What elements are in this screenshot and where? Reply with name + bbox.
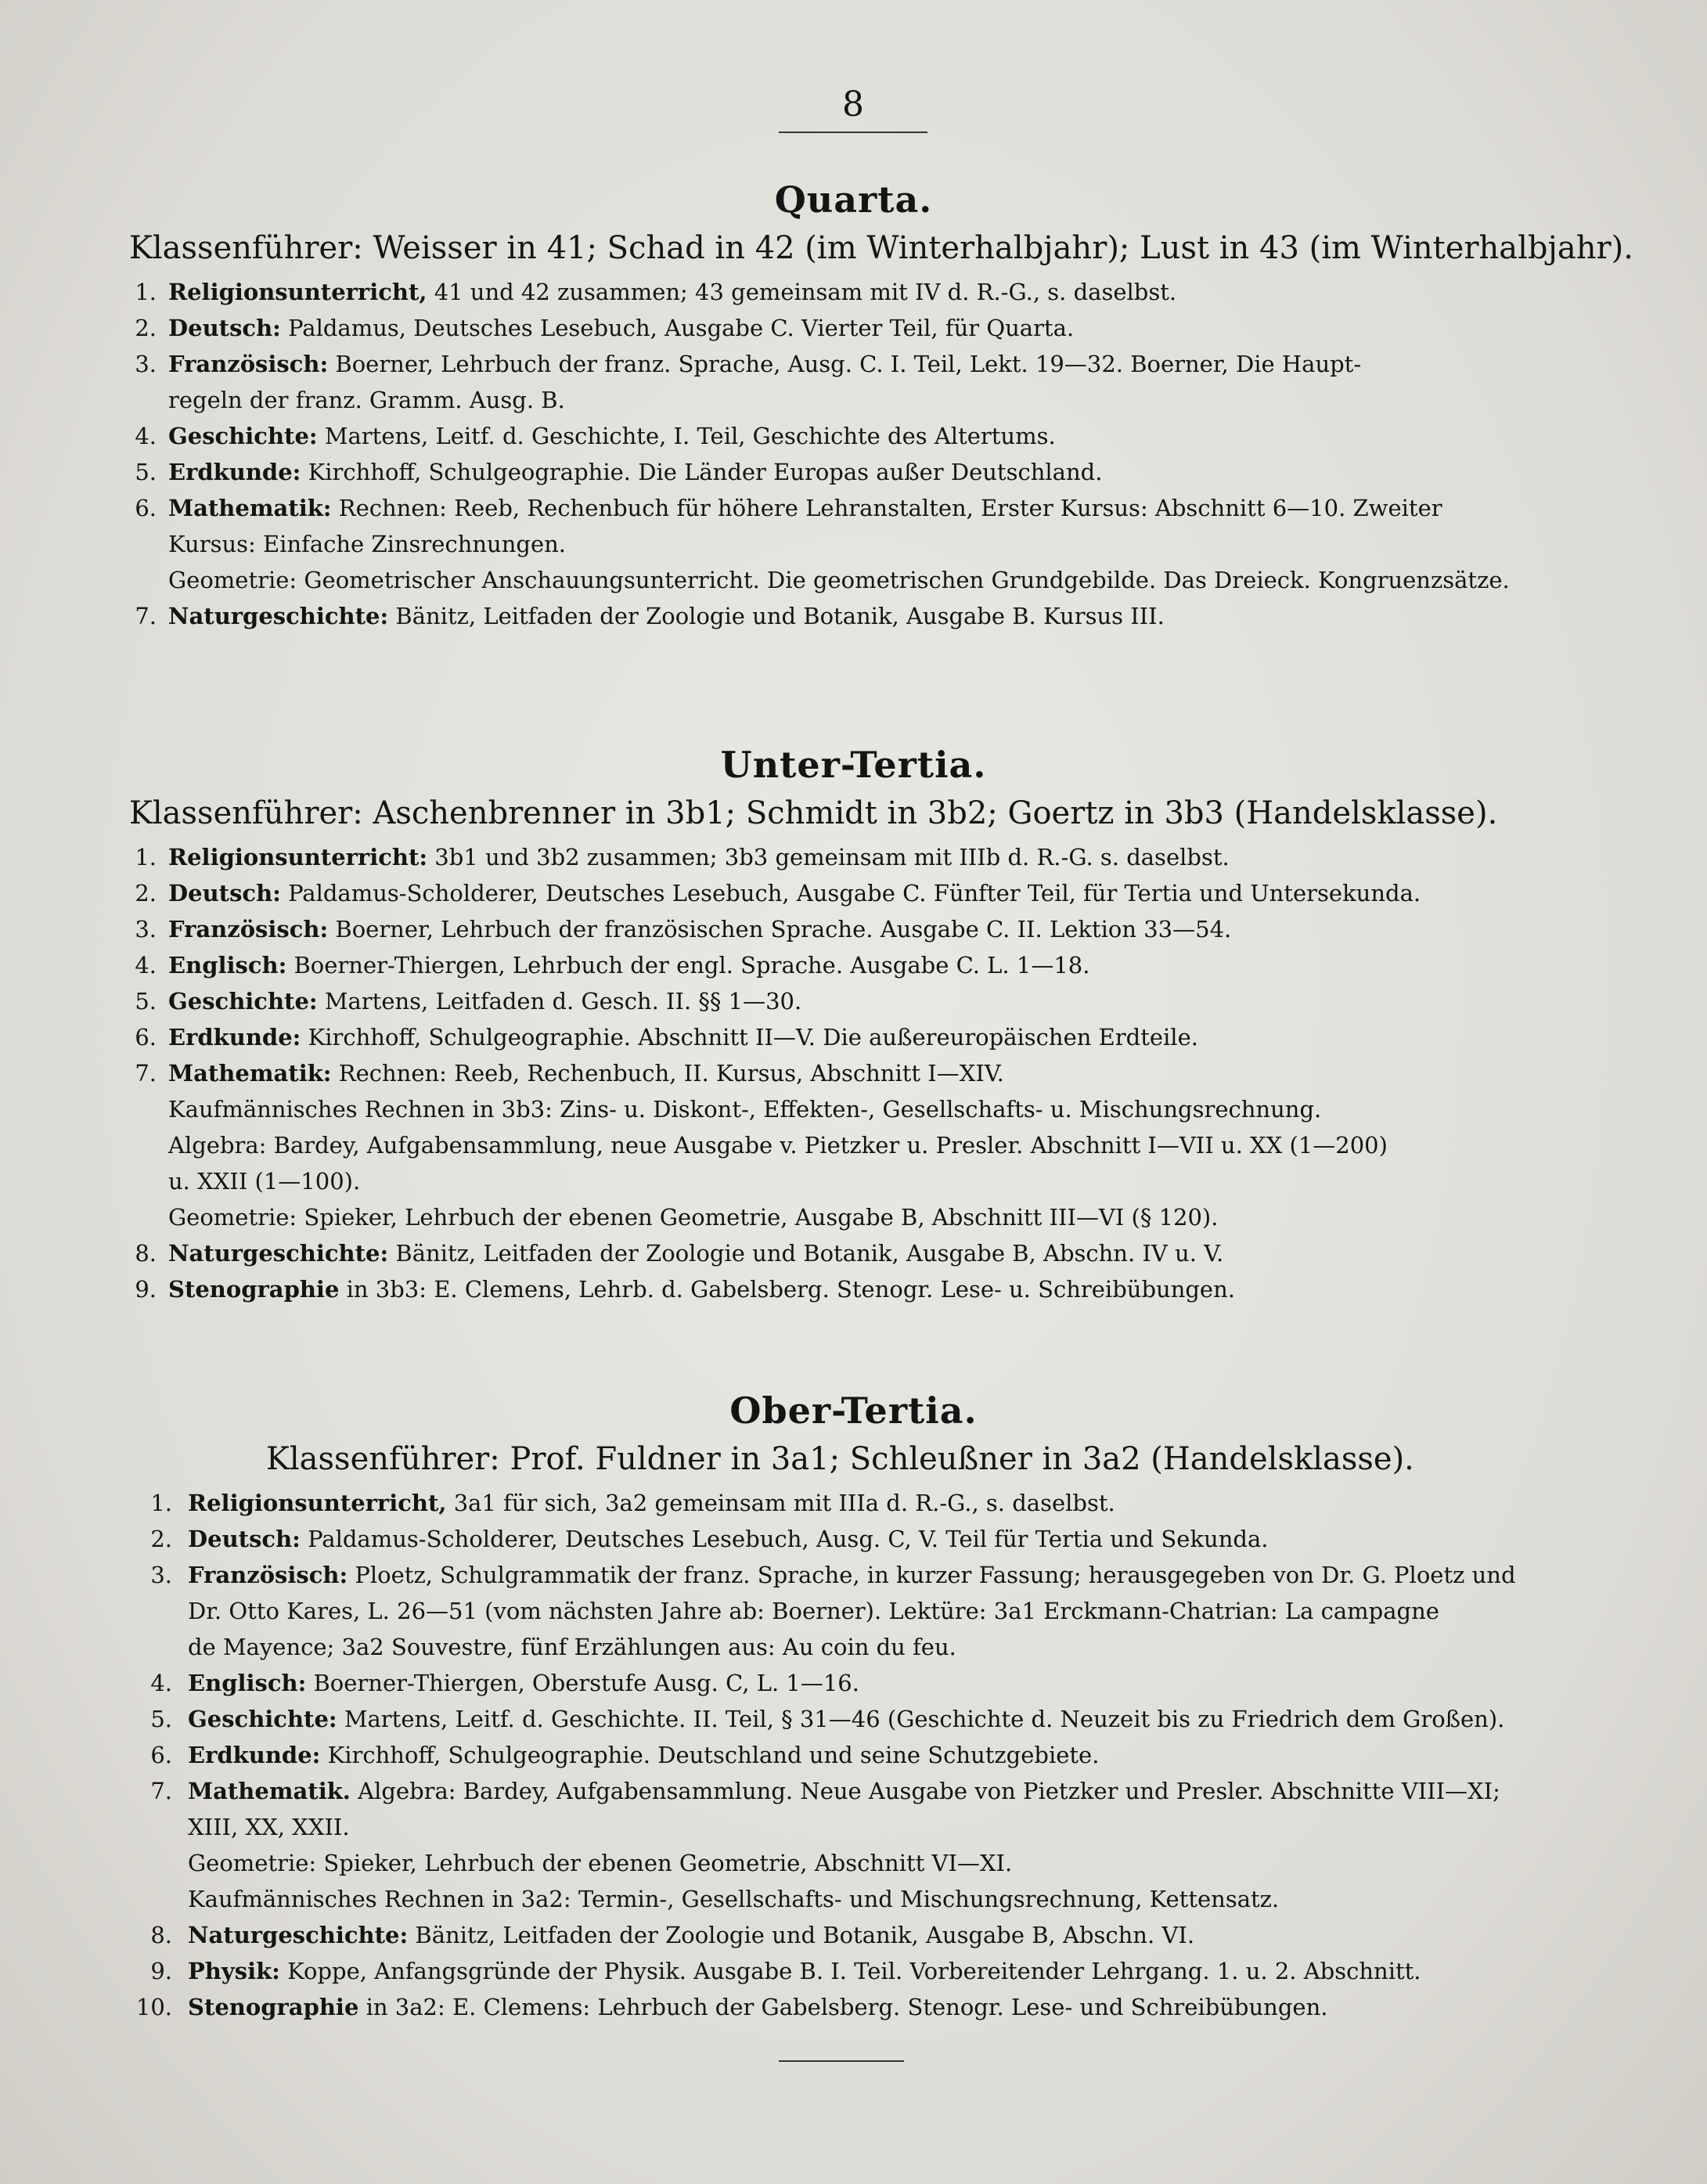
subject-label: Geschichte: <box>168 988 318 1015</box>
subject-label: Deutsch: <box>168 315 281 341</box>
list-item <box>0 1989 1707 2025</box>
subject-label: Erdkunde: <box>168 1024 301 1051</box>
subject-label: Mathematik: <box>168 495 332 521</box>
subject-label: Mathematik. <box>188 1778 351 1804</box>
item-text-line: 3b1 und 3b2 zusammen; 3b3 gemeinsam mit IIIb d. R.-G. s. daselbst. <box>434 844 1230 870</box>
item-number: 2. <box>135 880 157 906</box>
list-item <box>0 490 1707 598</box>
item-text-line: Paldamus, Deutsches Lesebuch, Ausgabe C. Vierter Teil, für Quarta. <box>288 315 1075 341</box>
item-number: 7. <box>150 1778 172 1804</box>
item-number: 1. <box>135 844 157 870</box>
item-text-line: regeln der franz. Gramm. Ausg. B. <box>168 387 565 413</box>
item-number: 5. <box>135 459 157 485</box>
item-number: 6. <box>135 495 157 521</box>
list-item <box>0 274 1707 310</box>
list-item <box>0 1953 1707 1989</box>
subject-label: Naturgeschichte: <box>168 603 389 629</box>
item-number: 7. <box>135 603 157 629</box>
subject-label: Englisch: <box>168 952 287 978</box>
subject-label: Erdkunde: <box>188 1742 321 1768</box>
item-number: 3. <box>150 1562 172 1588</box>
item-text-line: Boerner, Lehrbuch der französischen Sprache. Ausgabe C. II. Lektion 33—54. <box>335 916 1232 942</box>
list-item <box>0 1557 1707 1665</box>
item-number: 2. <box>135 315 157 341</box>
item-text-line: Martens, Leitfaden d. Gesch. II. §§ 1—30. <box>324 988 802 1015</box>
item-list <box>0 1485 1707 2025</box>
list-item <box>0 1665 1707 1701</box>
item-text-line: Kirchhoff, Schulgeographie. Abschnitt II—V. Die außereuropäischen Erdteile. <box>308 1024 1198 1051</box>
list-item <box>0 875 1707 911</box>
item-text-line: Paldamus-Scholderer, Deutsches Lesebuch, Ausg. C, V. Teil für Tertia und Sekunda. <box>308 1526 1269 1552</box>
subject-label: Naturgeschichte: <box>188 1922 409 1948</box>
item-number: 1. <box>135 279 157 305</box>
item-number: 3. <box>135 916 157 942</box>
item-number: 6. <box>135 1024 157 1051</box>
item-number: 4. <box>135 952 157 978</box>
subject-label: Englisch: <box>188 1670 307 1696</box>
list-item <box>0 1271 1707 1307</box>
item-text-line: de Mayence; 3a2 Souvestre, fünf Erzählungen aus: Au coin du feu. <box>188 1634 956 1660</box>
subject-label: Französisch: <box>168 351 329 377</box>
list-item <box>0 1485 1707 1521</box>
item-text-line: Geometrie: Geometrischer Anschauungsunterricht. Die geometrischen Grundgebilde. Das Dreieck. Kongruenzsätze. <box>168 567 1510 593</box>
item-text-line: Paldamus-Scholderer, Deutsches Lesebuch, Ausgabe C. Fünfter Teil, für Tertia und Untersekunda. <box>288 880 1421 906</box>
item-text-line: Geometrie: Spieker, Lehrbuch der ebenen Geometrie, Abschnitt VI—XI. <box>188 1850 1013 1876</box>
item-text-line: 3a1 für sich, 3a2 gemeinsam mit IIIa d. R.-G., s. daselbst. <box>453 1490 1115 1516</box>
subject-label: Religionsunterricht, <box>168 279 427 305</box>
section-heading: Ober-Tertia. <box>729 1389 978 1432</box>
item-text-line: Kaufmännisches Rechnen in 3a2: Termin-, Gesellschafts- und Mischungsrechnung, Kettensatz. <box>188 1886 1280 1912</box>
list-item <box>0 1773 1707 1917</box>
subject-label: Physik: <box>188 1958 280 1984</box>
list-item <box>0 839 1707 875</box>
subject-label: Deutsch: <box>188 1526 301 1552</box>
list-item <box>0 911 1707 947</box>
item-text-line: Bänitz, Leitfaden der Zoologie und Botanik, Ausgabe B, Abschn. IV u. V. <box>395 1240 1224 1267</box>
list-item <box>0 418 1707 454</box>
item-number: 6. <box>150 1742 172 1768</box>
item-number: 4. <box>150 1670 172 1696</box>
section-unter-tertia <box>0 744 1707 1307</box>
page-number: 8 <box>842 85 864 124</box>
list-item <box>0 1737 1707 1773</box>
list-item <box>0 310 1707 346</box>
subject-label: Deutsch: <box>168 880 281 906</box>
item-list <box>0 274 1707 634</box>
list-item <box>0 346 1707 418</box>
item-number: 7. <box>135 1060 157 1087</box>
item-number: 5. <box>150 1706 172 1732</box>
list-item <box>0 1701 1707 1737</box>
item-number: 9. <box>135 1276 157 1303</box>
subject-label: Religionsunterricht: <box>168 844 428 870</box>
item-text-line: Kirchhoff, Schulgeographie. Die Länder Europas außer Deutschland. <box>308 459 1103 485</box>
list-item <box>0 983 1707 1019</box>
item-number: 3. <box>135 351 157 377</box>
item-number: 5. <box>135 988 157 1015</box>
item-text-line: Dr. Otto Kares, L. 26—51 (vom nächsten Jahre ab: Boerner). Lektüre: 3a1 Erckmann-Chatrian: La campagne <box>188 1598 1439 1624</box>
item-text-line: XIII, XX, XXII. <box>188 1814 350 1840</box>
item-text-line: in 3b3: E. Clemens, Lehrb. d. Gabelsberg. Stenogr. Lese- u. Schreibübungen. <box>346 1276 1235 1303</box>
list-item <box>0 454 1707 490</box>
bottom-rule <box>779 2060 904 2062</box>
list-item <box>0 598 1707 634</box>
subject-label: Religionsunterricht, <box>188 1490 447 1516</box>
item-text-line: u. XXII (1—100). <box>168 1168 361 1195</box>
item-text-line: Kursus: Einfache Zinsrechnungen. <box>168 531 567 557</box>
item-text-line: Boerner, Lehrbuch der franz. Sprache, Ausg. C. I. Teil, Lekt. 19—32. Boerner, Die Haupt- <box>335 351 1362 377</box>
list-item <box>0 1521 1707 1557</box>
item-number: 8. <box>135 1240 157 1267</box>
list-item <box>0 1235 1707 1271</box>
item-number: 4. <box>135 423 157 449</box>
list-item <box>0 1917 1707 1953</box>
item-text-line: Boerner-Thiergen, Oberstufe Ausg. C, L. 1—16. <box>313 1670 859 1696</box>
item-text-line: Bänitz, Leitfaden der Zoologie und Botanik, Ausgabe B. Kursus III. <box>395 603 1165 629</box>
section-ober-tertia <box>0 1389 1707 2025</box>
item-number: 9. <box>150 1958 172 1984</box>
section-heading: Unter-Tertia. <box>720 744 987 786</box>
item-list <box>0 839 1707 1307</box>
subject-label: Mathematik: <box>168 1060 332 1087</box>
section-quarta <box>0 178 1707 634</box>
item-text-line: Rechnen: Reeb, Rechenbuch, II. Kursus, Abschnitt I—XIV. <box>338 1060 1004 1087</box>
item-number: 8. <box>150 1922 172 1948</box>
item-text-line: Geometrie: Spieker, Lehrbuch der ebenen Geometrie, Ausgabe B, Abschnitt III—VI (§ 120). <box>168 1204 1219 1231</box>
subject-label: Stenographie <box>168 1276 340 1303</box>
item-number: 2. <box>150 1526 172 1552</box>
item-text-line: Algebra: Bardey, Aufgabensammlung, neue Ausgabe v. Pietzker u. Presler. Abschnitt I—VII u. XX (1—200) <box>168 1132 1388 1159</box>
subject-label: Geschichte: <box>188 1706 337 1732</box>
subject-label: Geschichte: <box>168 423 318 449</box>
section-heading: Quarta. <box>774 178 933 221</box>
subject-label: Erdkunde: <box>168 459 301 485</box>
item-text-line: Algebra: Bardey, Aufgabensammlung. Neue Ausgabe von Pietzker und Presler. Abschnitte VIII—XI; <box>358 1778 1500 1804</box>
list-item <box>0 1019 1707 1055</box>
item-text-line: Bänitz, Leitfaden der Zoologie und Botanik, Ausgabe B, Abschn. VI. <box>415 1922 1195 1948</box>
list-item <box>0 947 1707 983</box>
item-text-line: Koppe, Anfangsgründe der Physik. Ausgabe B. I. Teil. Vorbereitender Lehrgang. 1. u. 2. Abschnitt. <box>287 1958 1421 1984</box>
class-leaders: Klassenführer: Prof. Fuldner in 3a1; Schleußner in 3a2 (Handelsklasse). <box>266 1441 1414 1477</box>
item-text-line: Ploetz, Schulgrammatik der franz. Sprache, in kurzer Fassung; herausgegeben von Dr. G. Ploetz und <box>355 1562 1516 1588</box>
subject-label: Naturgeschichte: <box>168 1240 389 1267</box>
item-text-line: Martens, Leitf. d. Geschichte. II. Teil, § 31—46 (Geschichte d. Neuzeit bis zu Friedrich dem Großen). <box>344 1706 1505 1732</box>
item-text-line: Kirchhoff, Schulgeographie. Deutschland und seine Schutzgebiete. <box>327 1742 1100 1768</box>
item-text-line: Kaufmännisches Rechnen in 3b3: Zins- u. Diskont-, Effekten-, Gesellschafts- u. Mischungsrechnung. <box>168 1096 1322 1123</box>
item-text-line: in 3a2: E. Clemens: Lehrbuch der Gabelsberg. Stenogr. Lese- und Schreibübungen. <box>366 1994 1328 2020</box>
item-text-line: Rechnen: Reeb, Rechenbuch für höhere Lehranstalten, Erster Kursus: Abschnitt 6—10. Zweiter <box>338 495 1442 521</box>
item-number: 1. <box>150 1490 172 1516</box>
item-number: 10. <box>135 1994 172 2020</box>
subject-label: Französisch: <box>188 1562 348 1588</box>
item-text-line: Boerner-Thiergen, Lehrbuch der engl. Sprache. Ausgabe C. L. 1—18. <box>294 952 1090 978</box>
class-leaders: Klassenführer: Aschenbrenner in 3b1; Schmidt in 3b2; Goertz in 3b3 (Handelsklasse). <box>129 795 1498 831</box>
item-text-line: 41 und 42 zusammen; 43 gemeinsam mit IV d. R.-G., s. daselbst. <box>434 279 1177 305</box>
subject-label: Stenographie <box>188 1994 359 2020</box>
item-text-line: Martens, Leitf. d. Geschichte, I. Teil, Geschichte des Altertums. <box>324 423 1056 449</box>
list-item <box>0 1055 1707 1235</box>
subject-label: Französisch: <box>168 916 329 942</box>
top-rule <box>779 132 927 133</box>
class-leaders: Klassenführer: Weisser in 41; Schad in 42 (im Winterhalbjahr); Lust in 43 (im Winterhalbjahr). <box>129 230 1633 266</box>
